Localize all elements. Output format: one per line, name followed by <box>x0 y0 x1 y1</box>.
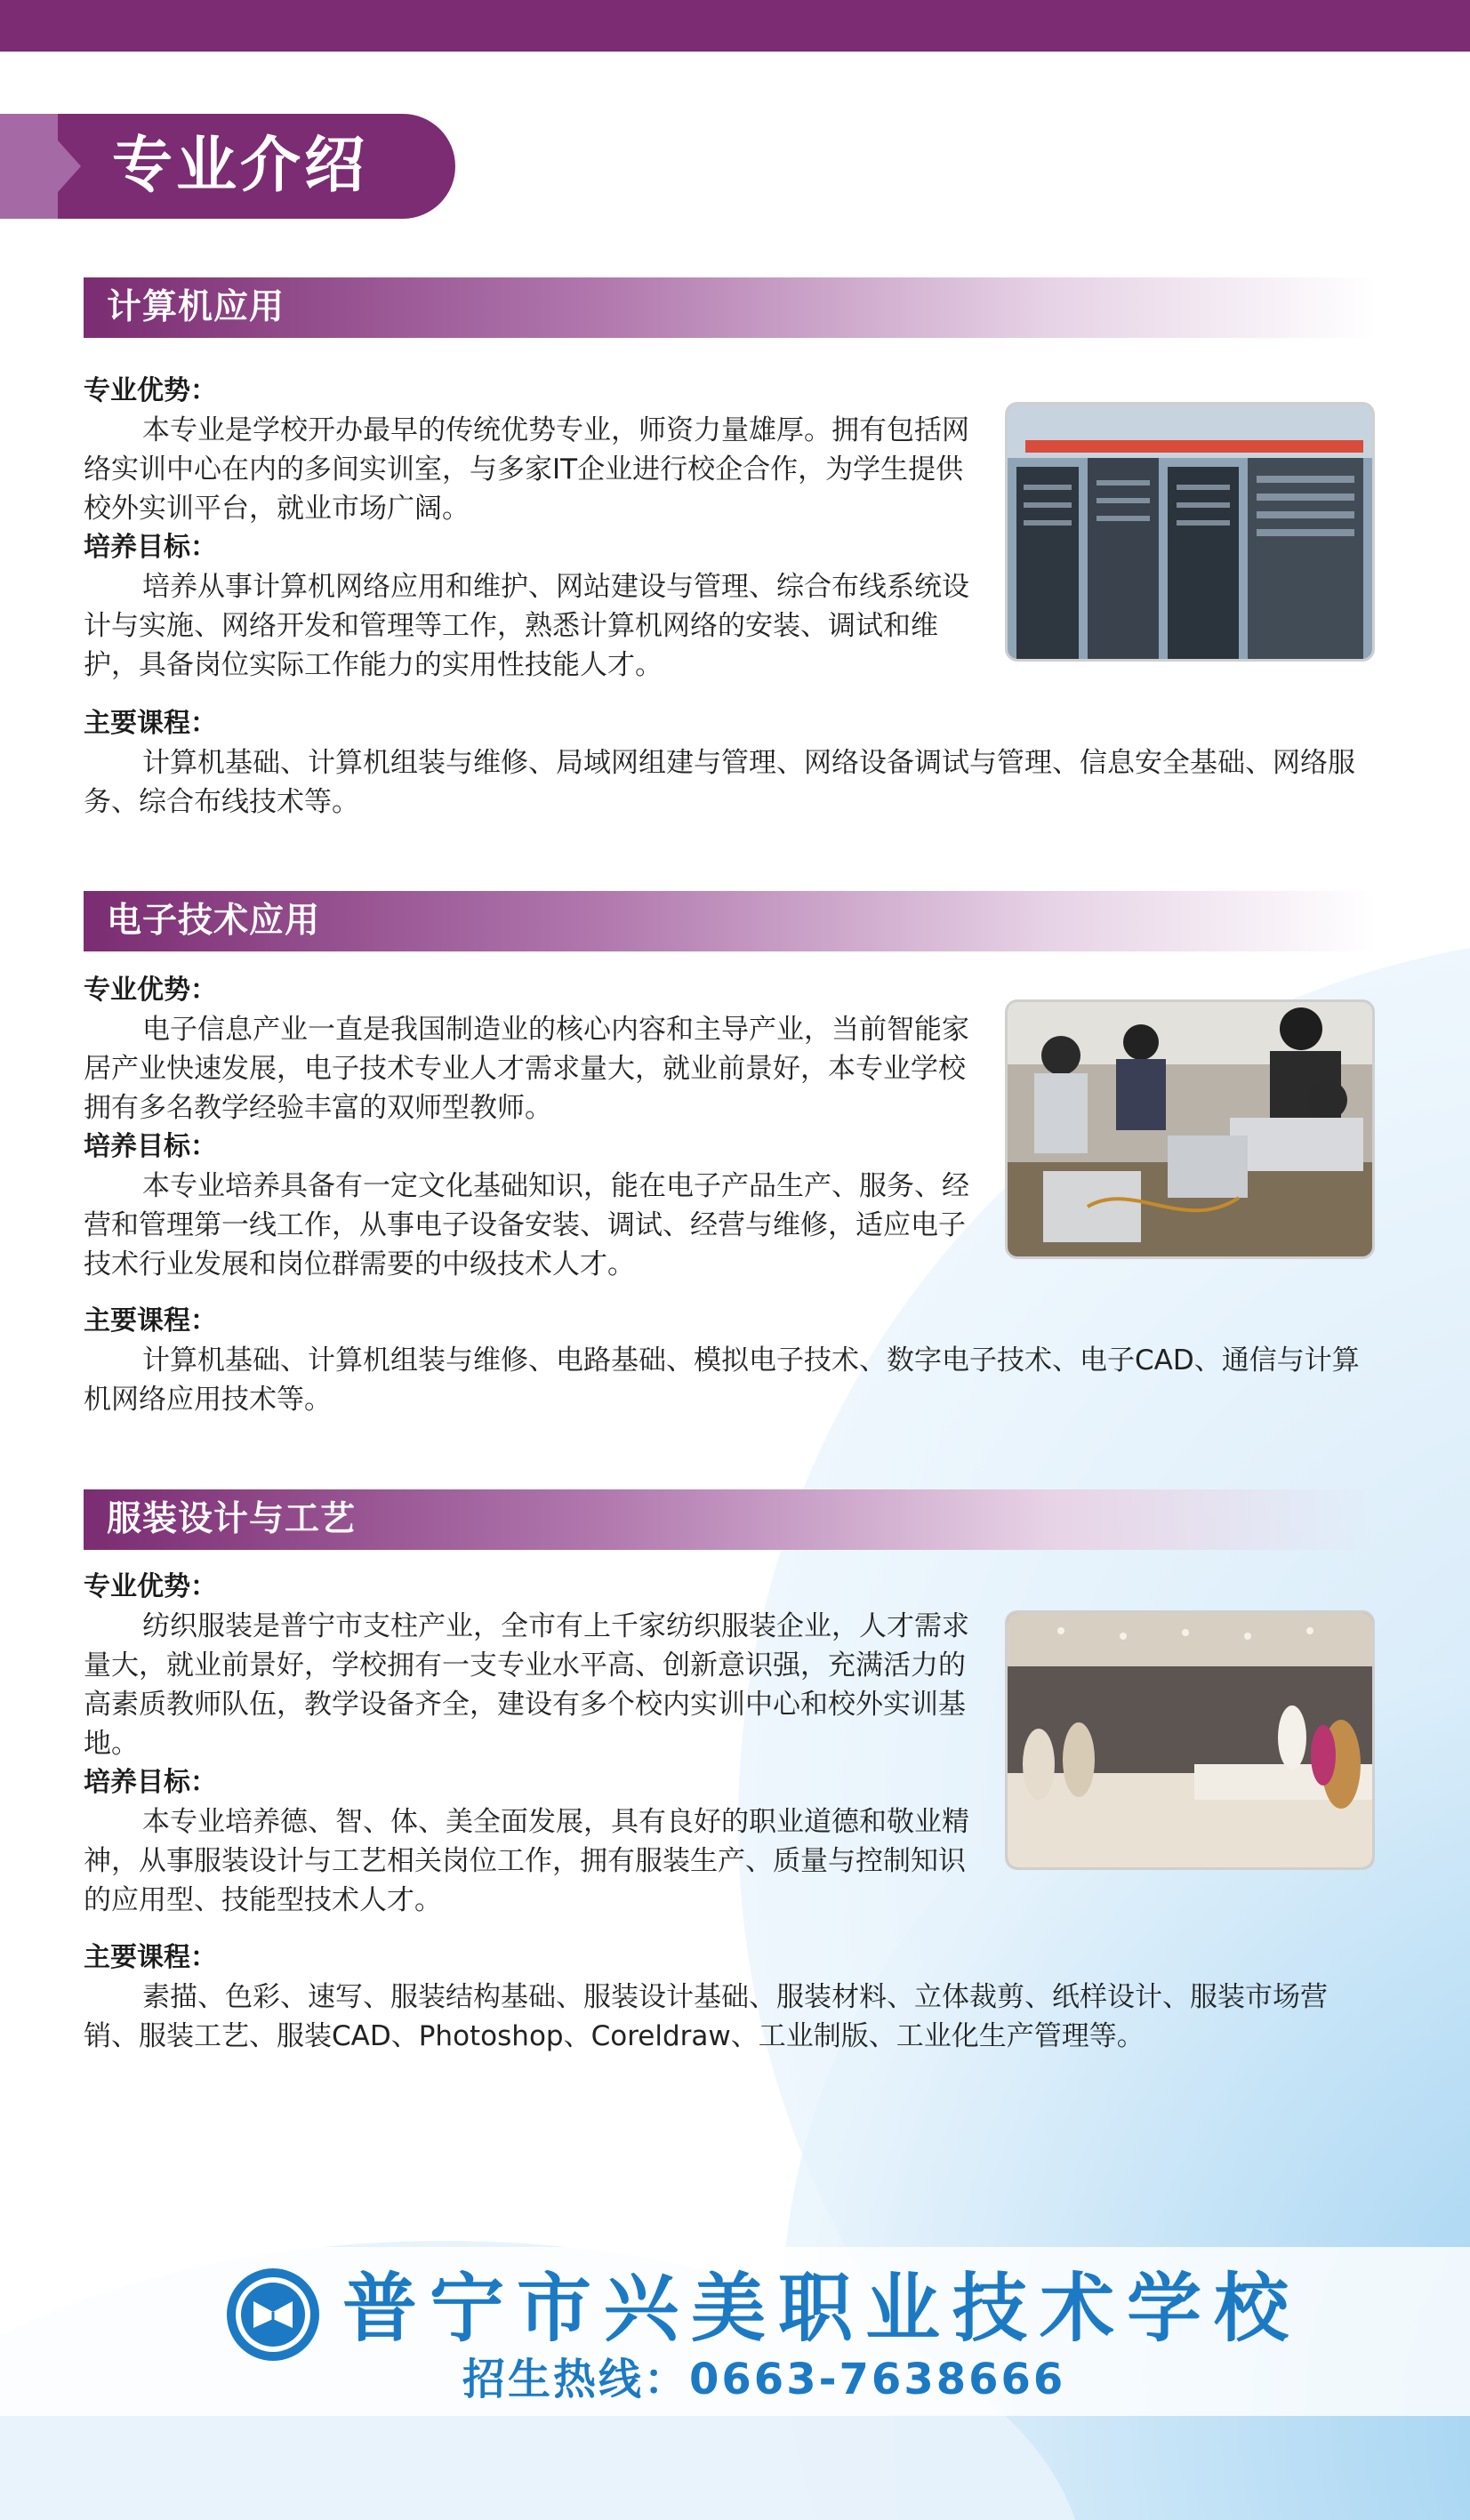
page-title-tab <box>0 114 455 219</box>
advantage-label: 专业优势： <box>84 1571 217 1602</box>
section-title-bar <box>84 277 1376 338</box>
section-fashion <box>84 1489 1376 2076</box>
section-title: 服装设计与工艺 <box>107 1499 357 1539</box>
goal-text: 本专业培养德、智、体、美全面发展，具有良好的职业道德和敬业精神，从事服装设计与工艺相关岗位工作，拥有服装生产、质量与控制知识的应用型、技能型技术人才。 <box>84 1806 969 1916</box>
fashion-studio-photo <box>1005 1610 1375 1870</box>
goal-label: 培养目标： <box>84 1131 217 1162</box>
enrollment-hotline: 招生热线：0663-7638666 <box>462 2355 1066 2404</box>
electronics-lab-photo <box>1005 999 1375 1259</box>
course-label: 主要课程： <box>84 1942 217 1973</box>
section-computer <box>84 277 1376 829</box>
course-label: 主要课程： <box>84 708 217 739</box>
goal-label: 培养目标： <box>84 532 217 563</box>
course-text: 计算机基础、计算机组装与维修、局域网组建与管理、网络设备调试与管理、信息安全基础、网络服务、综合布线技术等。 <box>84 747 1355 818</box>
course-block <box>84 704 1376 822</box>
school-logo-icon <box>224 2266 322 2364</box>
server-room-photo <box>1005 402 1375 662</box>
school-name: 普宁市兴美职业技术学校 <box>342 2265 1302 2352</box>
section-title-bar <box>84 1489 1376 1550</box>
section-electronics <box>84 891 1376 1442</box>
goal-label: 培养目标： <box>84 1767 217 1798</box>
advantage-text: 本专业是学校开办最早的传统优势专业，师资力量雄厚。拥有包括网络实训中心在内的多间实训室，与多家IT企业进行校企合作，为学生提供校外实训平台，就业市场广阔。 <box>84 414 969 525</box>
advantage-label: 专业优势： <box>84 375 217 406</box>
section-title: 计算机应用 <box>107 287 285 327</box>
course-text: 计算机基础、计算机组装与维修、电路基础、模拟电子技术、数字电子技术、电子CAD、通信与计算机网络应用技术等。 <box>84 1344 1360 1416</box>
advantage-label: 专业优势： <box>84 975 217 1006</box>
goal-text: 培养从事计算机网络应用和维护、网站建设与管理、综合布线系统设计与实施、网络开发和管理等工作，熟悉计算机网络的安装、调试和维护，具备岗位实际工作能力的实用性技能人才。 <box>84 571 969 681</box>
course-block <box>84 1302 1376 1419</box>
tab-notch <box>58 140 81 192</box>
advantage-text: 电子信息产业一直是我国制造业的核心内容和主导产业，当前智能家居产业快速发展，电子技术专业人才需求量大，就业前景好，本专业学校拥有多名教学经验丰富的双师型教师。 <box>84 1014 969 1124</box>
course-block <box>84 1938 1376 2056</box>
page-title: 专业介绍 <box>112 131 369 201</box>
section-text <box>84 971 973 1284</box>
section-title-bar <box>84 891 1376 951</box>
section-title: 电子技术应用 <box>107 901 321 941</box>
course-label: 主要课程： <box>84 1305 217 1336</box>
advantage-text: 纺织服装是普宁市支柱产业，全市有上千家纺织服装企业，人才需求量大，就业前景好，学校拥有一支专业水平高、创新意识强，充满活力的高素质教师队伍，教学设备齐全，建设有多个校内实训中心和校外实训基地。 <box>84 1610 969 1760</box>
goal-text: 本专业培养具备有一定文化基础知识，能在电子产品生产、服务、经营和管理第一线工作，从事电子设备安装、调试、经营与维修，适应电子技术行业发展和岗位群需要的中级技术人才。 <box>84 1170 969 1280</box>
course-text: 素描、色彩、速写、服装结构基础、服装设计基础、服装材料、立体裁剪、纸样设计、服装市场营销、服装工艺、服装CAD、Photoshop、Coreldraw、工业制版、工业化生产管理等。 <box>84 1981 1328 2052</box>
section-text <box>84 1568 973 1920</box>
section-text <box>84 372 973 685</box>
